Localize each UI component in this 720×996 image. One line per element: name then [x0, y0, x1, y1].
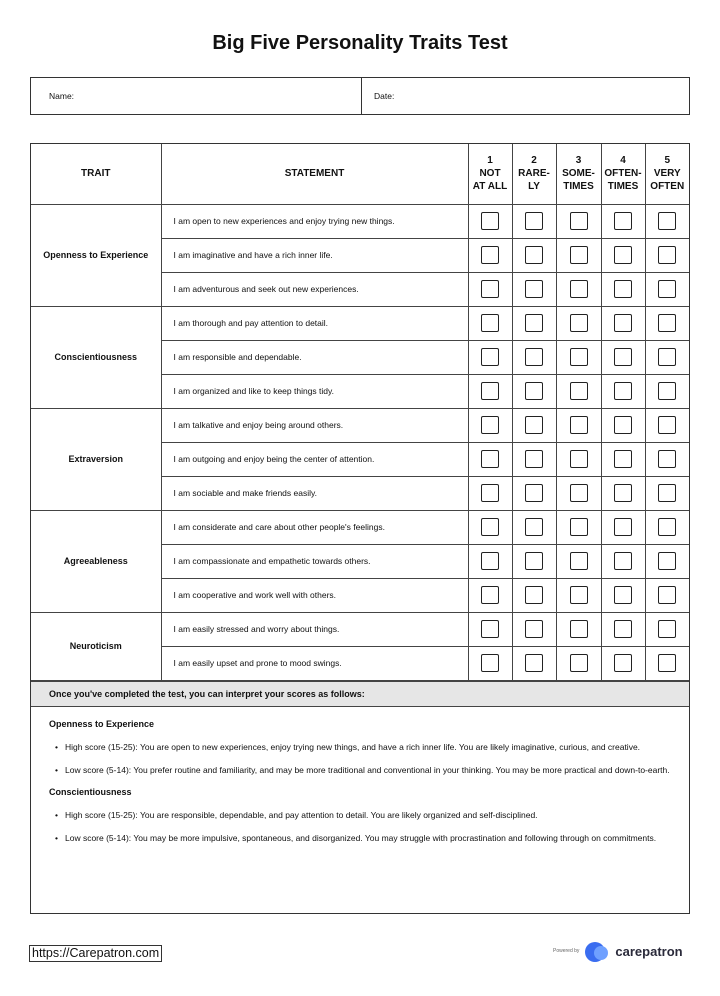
rating-checkbox-4[interactable]	[614, 654, 632, 672]
carepatron-link[interactable]: https://Carepatron.com	[29, 945, 162, 962]
rating-checkbox-2[interactable]	[525, 314, 543, 332]
rating-cell	[556, 204, 601, 238]
page-title: Big Five Personality Traits Test	[212, 32, 508, 54]
rating-cell	[468, 306, 512, 340]
interpretation-section-title: Openness to Experience	[49, 718, 155, 729]
rating-cell	[556, 578, 601, 612]
rating-checkbox-3[interactable]	[570, 280, 588, 298]
brand-name: carepatron	[615, 943, 683, 959]
rating-checkbox-3[interactable]	[570, 654, 588, 672]
rating-cell	[512, 578, 556, 612]
rating-checkbox-5[interactable]	[658, 586, 676, 604]
rating-checkbox-4[interactable]	[614, 314, 632, 332]
statement-text: I am easily upset and prone to mood swings.	[161, 646, 468, 680]
rating-checkbox-5[interactable]	[658, 552, 676, 570]
rating-checkbox-3[interactable]	[570, 416, 588, 434]
rating-checkbox-2[interactable]	[525, 484, 543, 502]
rating-checkbox-2[interactable]	[525, 416, 543, 434]
rating-cell	[601, 408, 645, 442]
statement-text: I am easily stressed and worry about things.	[161, 612, 468, 646]
rating-checkbox-5[interactable]	[658, 518, 676, 536]
traits-table	[31, 144, 689, 681]
rating-cell	[512, 272, 556, 306]
table-row	[31, 612, 689, 646]
trait-column-header: TRAIT	[31, 144, 161, 204]
rating-checkbox-4[interactable]	[614, 246, 632, 264]
name-field[interactable]: Name:	[31, 78, 362, 114]
brand-logo	[553, 940, 683, 962]
statement-text: I am thorough and pay attention to detail.	[161, 306, 468, 340]
rating-cell	[601, 374, 645, 408]
rating-checkbox-3[interactable]	[570, 620, 588, 638]
table-row	[31, 408, 689, 442]
table-row	[31, 204, 689, 238]
rating-cell	[512, 646, 556, 680]
rating-checkbox-1[interactable]	[481, 314, 499, 332]
scale-header-3: 3 SOME- TIMES	[556, 144, 601, 204]
rating-cell	[468, 238, 512, 272]
rating-checkbox-1[interactable]	[481, 552, 499, 570]
rating-checkbox-5[interactable]	[658, 416, 676, 434]
interpretation-bullet: • Low score (5-14): You may be more impulsive, spontaneous, and disorganized. You may struggle with procrastination and following through on commitments.	[49, 832, 671, 845]
rating-cell	[601, 238, 645, 272]
rating-cell	[468, 442, 512, 476]
rating-checkbox-5[interactable]	[658, 654, 676, 672]
statement-column-header: STATEMENT	[161, 144, 468, 204]
rating-cell	[645, 374, 689, 408]
rating-checkbox-3[interactable]	[570, 586, 588, 604]
rating-checkbox-5[interactable]	[658, 246, 676, 264]
rating-cell	[556, 238, 601, 272]
rating-checkbox-1[interactable]	[481, 246, 499, 264]
rating-cell	[601, 340, 645, 374]
rating-cell	[645, 612, 689, 646]
rating-checkbox-2[interactable]	[525, 280, 543, 298]
rating-checkbox-1[interactable]	[481, 484, 499, 502]
statement-text: I am imaginative and have a rich inner life.	[161, 238, 468, 272]
rating-cell	[556, 544, 601, 578]
info-box	[30, 77, 690, 115]
rating-cell	[512, 442, 556, 476]
carepatron-logo-icon	[585, 940, 613, 962]
rating-cell	[645, 510, 689, 544]
rating-checkbox-3[interactable]	[570, 484, 588, 502]
rating-checkbox-2[interactable]	[525, 348, 543, 366]
rating-cell	[601, 272, 645, 306]
rating-cell	[645, 578, 689, 612]
rating-cell	[512, 612, 556, 646]
rating-checkbox-4[interactable]	[614, 212, 632, 230]
rating-checkbox-5[interactable]	[658, 620, 676, 638]
trait-name: Extraversion	[31, 408, 161, 510]
rating-checkbox-2[interactable]	[525, 654, 543, 672]
rating-checkbox-3[interactable]	[570, 314, 588, 332]
rating-cell	[556, 374, 601, 408]
rating-cell	[645, 238, 689, 272]
rating-checkbox-2[interactable]	[525, 246, 543, 264]
rating-cell	[512, 544, 556, 578]
rating-checkbox-1[interactable]	[481, 586, 499, 604]
rating-checkbox-4[interactable]	[614, 552, 632, 570]
rating-cell	[556, 612, 601, 646]
rating-cell	[512, 408, 556, 442]
rating-checkbox-5[interactable]	[658, 314, 676, 332]
table-row	[31, 510, 689, 544]
rating-checkbox-3[interactable]	[570, 518, 588, 536]
interpretation-body	[31, 707, 689, 845]
rating-checkbox-1[interactable]	[481, 212, 499, 230]
rating-cell	[601, 442, 645, 476]
rating-cell	[512, 510, 556, 544]
rating-cell	[468, 374, 512, 408]
trait-name: Neuroticism	[31, 612, 161, 680]
rating-cell	[512, 374, 556, 408]
rating-checkbox-1[interactable]	[481, 382, 499, 400]
rating-checkbox-1[interactable]	[481, 450, 499, 468]
rating-checkbox-4[interactable]	[614, 382, 632, 400]
rating-checkbox-3[interactable]	[570, 552, 588, 570]
rating-checkbox-5[interactable]	[658, 382, 676, 400]
rating-cell	[556, 646, 601, 680]
rating-cell	[512, 238, 556, 272]
rating-checkbox-5[interactable]	[658, 280, 676, 298]
rating-cell	[512, 476, 556, 510]
rating-checkbox-1[interactable]	[481, 416, 499, 434]
rating-checkbox-5[interactable]	[658, 348, 676, 366]
scale-header-4: 4 OFTEN- TIMES	[601, 144, 645, 204]
rating-cell	[556, 510, 601, 544]
rating-checkbox-4[interactable]	[614, 280, 632, 298]
test-form	[30, 143, 690, 914]
rating-cell	[601, 204, 645, 238]
rating-checkbox-4[interactable]	[614, 348, 632, 366]
rating-cell	[645, 340, 689, 374]
rating-cell	[601, 646, 645, 680]
rating-checkbox-5[interactable]	[658, 484, 676, 502]
rating-checkbox-4[interactable]	[614, 450, 632, 468]
rating-checkbox-4[interactable]	[614, 620, 632, 638]
rating-cell	[512, 306, 556, 340]
rating-cell	[556, 442, 601, 476]
rating-cell	[468, 612, 512, 646]
rating-cell	[601, 578, 645, 612]
scale-header-5: 5 VERY OFTEN	[645, 144, 689, 204]
rating-cell	[601, 544, 645, 578]
rating-checkbox-4[interactable]	[614, 586, 632, 604]
rating-cell	[468, 510, 512, 544]
statement-text: I am considerate and care about other people's feelings.	[161, 510, 468, 544]
rating-checkbox-4[interactable]	[614, 484, 632, 502]
interpretation-bullet: • High score (15-25): You are responsible, dependable, and pay attention to detail. You are likely organized and self-disciplined.	[49, 809, 671, 822]
rating-cell	[556, 408, 601, 442]
rating-cell	[645, 442, 689, 476]
rating-checkbox-3[interactable]	[570, 382, 588, 400]
rating-cell	[645, 272, 689, 306]
rating-checkbox-4[interactable]	[614, 518, 632, 536]
rating-cell	[512, 204, 556, 238]
scale-header-1: 1 NOT AT ALL	[468, 144, 512, 204]
interpretation-bullet: • High score (15-25): You are open to new experiences, enjoy trying new things, and have a rich inner life. You are likely imaginative, curious, and creative.	[49, 741, 671, 754]
statement-text: I am compassionate and empathetic towards others.	[161, 544, 468, 578]
rating-checkbox-3[interactable]	[570, 450, 588, 468]
trait-name: Conscientiousness	[31, 306, 161, 408]
rating-cell	[468, 408, 512, 442]
rating-cell	[556, 272, 601, 306]
statement-text: I am cooperative and work well with others.	[161, 578, 468, 612]
rating-checkbox-2[interactable]	[525, 620, 543, 638]
date-field[interactable]: Date:	[374, 91, 395, 101]
rating-cell	[468, 340, 512, 374]
rating-cell	[468, 272, 512, 306]
rating-cell	[645, 476, 689, 510]
rating-checkbox-3[interactable]	[570, 246, 588, 264]
rating-checkbox-2[interactable]	[525, 382, 543, 400]
rating-cell	[601, 306, 645, 340]
scale-header-2: 2 RARE- LY	[512, 144, 556, 204]
rating-cell	[601, 476, 645, 510]
rating-cell	[645, 646, 689, 680]
rating-checkbox-1[interactable]	[481, 280, 499, 298]
rating-cell	[601, 612, 645, 646]
rating-cell	[468, 476, 512, 510]
rating-cell	[468, 204, 512, 238]
rating-checkbox-1[interactable]	[481, 654, 499, 672]
rating-checkbox-3[interactable]	[570, 212, 588, 230]
rating-cell	[645, 544, 689, 578]
rating-checkbox-2[interactable]	[525, 586, 543, 604]
rating-checkbox-1[interactable]	[481, 518, 499, 536]
powered-by-label: Powered by	[553, 948, 580, 954]
table-header-row	[31, 144, 689, 204]
rating-checkbox-1[interactable]	[481, 348, 499, 366]
interpretation-header: Once you've completed the test, you can interpret your scores as follows:	[31, 681, 689, 707]
rating-cell	[645, 306, 689, 340]
interpretation-bullet: • Low score (5-14): You prefer routine and familiarity, and may be more traditional and conventional in your thinking. You may be more practical and down-to-earth.	[49, 764, 671, 777]
rating-cell	[556, 476, 601, 510]
rating-cell	[556, 340, 601, 374]
trait-name: Agreeableness	[31, 510, 161, 612]
rating-cell	[468, 578, 512, 612]
rating-checkbox-5[interactable]	[658, 212, 676, 230]
statement-text: I am outgoing and enjoy being the center of attention.	[161, 442, 468, 476]
rating-cell	[468, 544, 512, 578]
rating-cell	[556, 306, 601, 340]
rating-checkbox-2[interactable]	[525, 212, 543, 230]
table-row	[31, 306, 689, 340]
rating-checkbox-2[interactable]	[525, 450, 543, 468]
statement-text: I am responsible and dependable.	[161, 340, 468, 374]
rating-cell	[645, 204, 689, 238]
rating-cell	[468, 646, 512, 680]
rating-checkbox-3[interactable]	[570, 348, 588, 366]
statement-text: I am adventurous and seek out new experiences.	[161, 272, 468, 306]
statement-text: I am open to new experiences and enjoy trying new things.	[161, 204, 468, 238]
statement-text: I am organized and like to keep things tidy.	[161, 374, 468, 408]
rating-checkbox-1[interactable]	[481, 620, 499, 638]
statement-text: I am sociable and make friends easily.	[161, 476, 468, 510]
rating-checkbox-5[interactable]	[658, 450, 676, 468]
statement-text: I am talkative and enjoy being around others.	[161, 408, 468, 442]
interpretation-section-title: Conscientiousness	[49, 786, 132, 797]
rating-cell	[601, 510, 645, 544]
rating-checkbox-2[interactable]	[525, 518, 543, 536]
rating-checkbox-4[interactable]	[614, 416, 632, 434]
rating-cell	[512, 340, 556, 374]
rating-cell	[645, 408, 689, 442]
rating-checkbox-2[interactable]	[525, 552, 543, 570]
trait-name: Openness to Experience	[31, 204, 161, 306]
